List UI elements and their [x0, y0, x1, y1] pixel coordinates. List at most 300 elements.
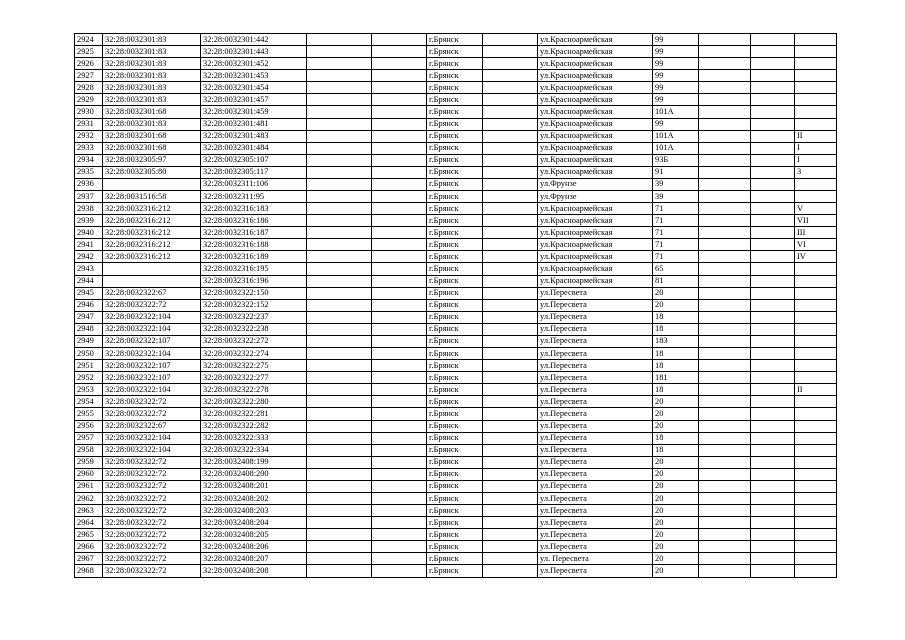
cell-blank-col-7 — [483, 360, 538, 372]
cell-blank-col-7 — [483, 46, 538, 58]
cell-object-cadastral-number: 32:28:0032311:106 — [201, 178, 307, 190]
cell-blank-col-4 — [307, 154, 372, 166]
cell-object-cadastral-number: 32:28:0032322:281 — [201, 408, 307, 420]
cell-row-number: 2953 — [75, 384, 103, 396]
cell-row-number: 2936 — [75, 178, 103, 190]
cell-row-number: 2947 — [75, 311, 103, 323]
table-row — [75, 420, 837, 432]
cell-blank-col-4 — [307, 203, 372, 215]
cell-house-number: 18 — [653, 444, 699, 456]
table-row — [75, 311, 837, 323]
cell-blank-col-7 — [483, 287, 538, 299]
cell-blank-col-10 — [699, 178, 751, 190]
cell-blank-col-5 — [372, 311, 427, 323]
cell-blank-col-4 — [307, 239, 372, 251]
cell-object-cadastral-number: 32:28:0032316:186 — [201, 215, 307, 227]
cell-blank-col-11 — [751, 94, 795, 106]
cell-blank-col-5 — [372, 384, 427, 396]
cell-city: г.Брянск — [427, 191, 483, 203]
cell-city: г.Брянск — [427, 106, 483, 118]
cell-object-cadastral-number: 32:28:0032305:107 — [201, 154, 307, 166]
cell-blank-col-7 — [483, 251, 538, 263]
cell-street: ул.Пересвета — [538, 396, 653, 408]
cell-blank-col-4 — [307, 541, 372, 553]
cell-row-number: 2924 — [75, 34, 103, 46]
cell-blank-col-5 — [372, 191, 427, 203]
cell-parcel-cadastral-number: 32:28:0032322:72 — [103, 565, 201, 577]
cell-parcel-cadastral-number: 32:28:0032322:72 — [103, 480, 201, 492]
cell-premises-number: IV — [795, 251, 837, 263]
table-row — [75, 396, 837, 408]
cell-parcel-cadastral-number: 32:28:0032322:107 — [103, 372, 201, 384]
cell-street: ул.Пересвета — [538, 299, 653, 311]
cell-blank-col-10 — [699, 94, 751, 106]
cell-blank-col-4 — [307, 360, 372, 372]
cell-object-cadastral-number: 32:28:0032301:442 — [201, 34, 307, 46]
cell-premises-number — [795, 263, 837, 275]
cell-house-number: 20 — [653, 468, 699, 480]
table-row — [75, 384, 837, 396]
cell-city: г.Брянск — [427, 420, 483, 432]
cell-blank-col-4 — [307, 178, 372, 190]
cell-blank-col-10 — [699, 505, 751, 517]
cell-house-number: 39 — [653, 178, 699, 190]
cell-parcel-cadastral-number: 32:28:0032301:83 — [103, 118, 201, 130]
cell-house-number: 20 — [653, 287, 699, 299]
cell-premises-number — [795, 106, 837, 118]
cell-blank-col-4 — [307, 456, 372, 468]
cell-blank-col-10 — [699, 323, 751, 335]
table-row — [75, 468, 837, 480]
cell-blank-col-10 — [699, 191, 751, 203]
table-body — [75, 34, 837, 578]
cell-house-number: 18 — [653, 311, 699, 323]
cell-object-cadastral-number: 32:28:0032322:152 — [201, 299, 307, 311]
cell-blank-col-5 — [372, 348, 427, 360]
cell-blank-col-4 — [307, 384, 372, 396]
cell-house-number: 71 — [653, 227, 699, 239]
cell-city: г.Брянск — [427, 444, 483, 456]
cell-blank-col-10 — [699, 432, 751, 444]
cell-blank-col-10 — [699, 263, 751, 275]
cell-blank-col-10 — [699, 492, 751, 504]
cell-blank-col-4 — [307, 191, 372, 203]
table-row — [75, 408, 837, 420]
cell-object-cadastral-number: 32:28:0032305:117 — [201, 166, 307, 178]
cell-blank-col-7 — [483, 480, 538, 492]
cell-object-cadastral-number: 32:28:0032316:195 — [201, 263, 307, 275]
cell-blank-col-7 — [483, 275, 538, 287]
cell-house-number: 20 — [653, 553, 699, 565]
cell-house-number: 71 — [653, 203, 699, 215]
cell-premises-number — [795, 94, 837, 106]
cell-object-cadastral-number: 32:28:0032322:333 — [201, 432, 307, 444]
cell-object-cadastral-number: 32:28:0032408:206 — [201, 541, 307, 553]
cell-parcel-cadastral-number: 32:28:0032322:72 — [103, 468, 201, 480]
cell-city: г.Брянск — [427, 372, 483, 384]
cell-house-number: 183 — [653, 335, 699, 347]
cell-blank-col-5 — [372, 58, 427, 70]
cell-blank-col-10 — [699, 468, 751, 480]
cell-parcel-cadastral-number: 32:28:0032316:212 — [103, 251, 201, 263]
cell-blank-col-4 — [307, 215, 372, 227]
cell-blank-col-7 — [483, 166, 538, 178]
cell-row-number: 2948 — [75, 323, 103, 335]
cell-house-number: 101А — [653, 142, 699, 154]
cell-object-cadastral-number: 32:28:0032408:201 — [201, 480, 307, 492]
cell-blank-col-7 — [483, 82, 538, 94]
cell-blank-col-10 — [699, 106, 751, 118]
cell-row-number: 2965 — [75, 529, 103, 541]
cell-premises-number — [795, 505, 837, 517]
cell-parcel-cadastral-number: 32:28:0032316:212 — [103, 203, 201, 215]
cell-blank-col-7 — [483, 191, 538, 203]
table-row — [75, 529, 837, 541]
cell-blank-col-7 — [483, 130, 538, 142]
cell-blank-col-5 — [372, 130, 427, 142]
cell-city: г.Брянск — [427, 239, 483, 251]
cell-blank-col-11 — [751, 335, 795, 347]
cell-blank-col-5 — [372, 517, 427, 529]
cell-street: ул.Пересвета — [538, 372, 653, 384]
cell-blank-col-11 — [751, 444, 795, 456]
table-row — [75, 154, 837, 166]
cell-premises-number — [795, 468, 837, 480]
cell-row-number: 2931 — [75, 118, 103, 130]
cell-city: г.Брянск — [427, 46, 483, 58]
cell-blank-col-7 — [483, 178, 538, 190]
cell-row-number: 2941 — [75, 239, 103, 251]
cell-blank-col-4 — [307, 275, 372, 287]
cell-row-number: 2958 — [75, 444, 103, 456]
cell-object-cadastral-number: 32:28:0032301:481 — [201, 118, 307, 130]
cell-house-number: 18 — [653, 323, 699, 335]
cell-city: г.Брянск — [427, 311, 483, 323]
cell-blank-col-5 — [372, 239, 427, 251]
cell-street: ул.Пересвета — [538, 408, 653, 420]
cell-city: г.Брянск — [427, 203, 483, 215]
cell-row-number: 2945 — [75, 287, 103, 299]
cell-blank-col-5 — [372, 215, 427, 227]
table-row — [75, 142, 837, 154]
cell-street: ул.Красноармейская — [538, 142, 653, 154]
cell-object-cadastral-number: 32:28:0032322:237 — [201, 311, 307, 323]
cell-blank-col-4 — [307, 505, 372, 517]
cell-parcel-cadastral-number: 32:28:0032322:72 — [103, 529, 201, 541]
cell-blank-col-10 — [699, 360, 751, 372]
cell-blank-col-5 — [372, 565, 427, 577]
cell-house-number: 81 — [653, 275, 699, 287]
cell-row-number: 2926 — [75, 58, 103, 70]
cell-row-number: 2925 — [75, 46, 103, 58]
cell-blank-col-4 — [307, 348, 372, 360]
table-row — [75, 227, 837, 239]
cell-premises-number: I — [795, 142, 837, 154]
cell-street: ул.Красноармейская — [538, 94, 653, 106]
cell-city: г.Брянск — [427, 529, 483, 541]
cell-house-number: 20 — [653, 420, 699, 432]
cell-blank-col-7 — [483, 70, 538, 82]
table-row — [75, 46, 837, 58]
cell-premises-number: VII — [795, 215, 837, 227]
cell-parcel-cadastral-number: 32:28:0032322:104 — [103, 432, 201, 444]
cell-blank-col-10 — [699, 34, 751, 46]
cell-parcel-cadastral-number: 32:28:0032301:83 — [103, 34, 201, 46]
cell-parcel-cadastral-number: 32:28:0032322:72 — [103, 408, 201, 420]
cell-premises-number — [795, 275, 837, 287]
cell-city: г.Брянск — [427, 275, 483, 287]
cell-parcel-cadastral-number: 32:28:0032322:72 — [103, 553, 201, 565]
cell-blank-col-10 — [699, 541, 751, 553]
cell-house-number: 93Б — [653, 154, 699, 166]
cell-house-number: 20 — [653, 408, 699, 420]
cell-street: ул.Пересвета — [538, 360, 653, 372]
cell-blank-col-11 — [751, 70, 795, 82]
cell-street: ул.Красноармейская — [538, 239, 653, 251]
cell-object-cadastral-number: 32:28:0032408:200 — [201, 468, 307, 480]
cell-blank-col-5 — [372, 444, 427, 456]
cell-parcel-cadastral-number: 32:28:0032305:80 — [103, 166, 201, 178]
cell-blank-col-10 — [699, 420, 751, 432]
cell-blank-col-10 — [699, 154, 751, 166]
cell-object-cadastral-number: 32:28:0032301:443 — [201, 46, 307, 58]
cell-blank-col-10 — [699, 396, 751, 408]
cell-city: г.Брянск — [427, 166, 483, 178]
cell-street: ул.Красноармейская — [538, 70, 653, 82]
cell-blank-col-7 — [483, 396, 538, 408]
cell-blank-col-7 — [483, 456, 538, 468]
cell-blank-col-4 — [307, 166, 372, 178]
cell-blank-col-4 — [307, 287, 372, 299]
cell-blank-col-7 — [483, 348, 538, 360]
cell-parcel-cadastral-number: 32:28:0032301:68 — [103, 130, 201, 142]
cell-street: ул.Пересвета — [538, 517, 653, 529]
cell-street: ул.Красноармейская — [538, 154, 653, 166]
cell-street: ул.Красноармейская — [538, 58, 653, 70]
cell-blank-col-11 — [751, 456, 795, 468]
table-row — [75, 215, 837, 227]
table-row — [75, 94, 837, 106]
cell-house-number: 71 — [653, 239, 699, 251]
cell-blank-col-7 — [483, 215, 538, 227]
cell-house-number: 20 — [653, 517, 699, 529]
cell-city: г.Брянск — [427, 335, 483, 347]
cell-premises-number — [795, 360, 837, 372]
cell-house-number: 20 — [653, 565, 699, 577]
cell-house-number: 20 — [653, 529, 699, 541]
cell-parcel-cadastral-number: 32:28:0032322:72 — [103, 396, 201, 408]
cell-blank-col-11 — [751, 215, 795, 227]
cell-blank-col-4 — [307, 420, 372, 432]
cell-city: г.Брянск — [427, 408, 483, 420]
cell-blank-col-11 — [751, 263, 795, 275]
cell-object-cadastral-number: 32:28:0032322:282 — [201, 420, 307, 432]
cell-row-number: 2959 — [75, 456, 103, 468]
cell-blank-col-5 — [372, 70, 427, 82]
cell-object-cadastral-number: 32:28:0032301:452 — [201, 58, 307, 70]
cell-street: ул.Фрунзе — [538, 178, 653, 190]
table-row — [75, 130, 837, 142]
cell-blank-col-11 — [751, 432, 795, 444]
cell-house-number: 20 — [653, 396, 699, 408]
cell-parcel-cadastral-number: 32:28:0032322:72 — [103, 517, 201, 529]
cell-blank-col-11 — [751, 541, 795, 553]
table-row — [75, 444, 837, 456]
cell-blank-col-10 — [699, 456, 751, 468]
cell-city: г.Брянск — [427, 82, 483, 94]
cell-blank-col-4 — [307, 130, 372, 142]
cell-blank-col-5 — [372, 541, 427, 553]
cell-blank-col-11 — [751, 372, 795, 384]
cell-blank-col-10 — [699, 444, 751, 456]
table-row — [75, 82, 837, 94]
cell-house-number: 101А — [653, 130, 699, 142]
cell-blank-col-10 — [699, 227, 751, 239]
cell-blank-col-5 — [372, 203, 427, 215]
cell-street: ул.Пересвета — [538, 444, 653, 456]
cell-blank-col-7 — [483, 468, 538, 480]
cell-city: г.Брянск — [427, 348, 483, 360]
cell-street: ул.Пересвета — [538, 505, 653, 517]
cell-blank-col-11 — [751, 384, 795, 396]
cell-blank-col-7 — [483, 34, 538, 46]
cell-parcel-cadastral-number: 32:28:0032322:72 — [103, 541, 201, 553]
cell-object-cadastral-number: 32:28:0032408:199 — [201, 456, 307, 468]
cell-blank-col-10 — [699, 348, 751, 360]
cell-city: г.Брянск — [427, 287, 483, 299]
cell-blank-col-10 — [699, 70, 751, 82]
cell-street: ул.Красноармейская — [538, 263, 653, 275]
cell-blank-col-11 — [751, 58, 795, 70]
cell-blank-col-7 — [483, 553, 538, 565]
cell-premises-number — [795, 335, 837, 347]
cell-city: г.Брянск — [427, 58, 483, 70]
cell-premises-number — [795, 480, 837, 492]
table-row — [75, 372, 837, 384]
cell-street: ул.Красноармейская — [538, 227, 653, 239]
cell-blank-col-11 — [751, 323, 795, 335]
table-row — [75, 505, 837, 517]
cell-blank-col-11 — [751, 203, 795, 215]
cell-blank-col-7 — [483, 420, 538, 432]
cell-blank-col-7 — [483, 239, 538, 251]
cell-object-cadastral-number: 32:28:0032322:277 — [201, 372, 307, 384]
cell-blank-col-4 — [307, 492, 372, 504]
cell-blank-col-4 — [307, 82, 372, 94]
cell-parcel-cadastral-number: 32:28:0032316:212 — [103, 215, 201, 227]
cell-blank-col-11 — [751, 480, 795, 492]
table-row — [75, 203, 837, 215]
cell-house-number: 65 — [653, 263, 699, 275]
table-row — [75, 106, 837, 118]
cell-row-number: 2943 — [75, 263, 103, 275]
cell-blank-col-10 — [699, 384, 751, 396]
cell-blank-col-7 — [483, 203, 538, 215]
cell-house-number: 99 — [653, 70, 699, 82]
cell-blank-col-4 — [307, 529, 372, 541]
cell-blank-col-5 — [372, 82, 427, 94]
cell-blank-col-7 — [483, 384, 538, 396]
cell-blank-col-5 — [372, 335, 427, 347]
cell-blank-col-11 — [751, 311, 795, 323]
cell-blank-col-11 — [751, 82, 795, 94]
cell-blank-col-11 — [751, 408, 795, 420]
cell-blank-col-4 — [307, 323, 372, 335]
cell-blank-col-7 — [483, 529, 538, 541]
cell-row-number: 2932 — [75, 130, 103, 142]
cell-house-number: 71 — [653, 215, 699, 227]
cell-city: г.Брянск — [427, 227, 483, 239]
cell-city: г.Брянск — [427, 215, 483, 227]
cell-object-cadastral-number: 32:28:0032408:204 — [201, 517, 307, 529]
cell-blank-col-5 — [372, 420, 427, 432]
cell-house-number: 18 — [653, 432, 699, 444]
cell-premises-number — [795, 517, 837, 529]
table-row — [75, 492, 837, 504]
table-row — [75, 553, 837, 565]
cell-blank-col-5 — [372, 34, 427, 46]
table-row — [75, 191, 837, 203]
cell-blank-col-10 — [699, 480, 751, 492]
table-row — [75, 299, 837, 311]
cell-row-number: 2938 — [75, 203, 103, 215]
cell-city: г.Брянск — [427, 323, 483, 335]
cell-city: г.Брянск — [427, 130, 483, 142]
cell-blank-col-7 — [483, 227, 538, 239]
cell-city: г.Брянск — [427, 517, 483, 529]
cell-blank-col-5 — [372, 166, 427, 178]
cell-street: ул.Пересвета — [538, 323, 653, 335]
cell-premises-number — [795, 118, 837, 130]
cell-blank-col-11 — [751, 275, 795, 287]
cell-blank-col-11 — [751, 299, 795, 311]
table-row — [75, 432, 837, 444]
cell-house-number: 20 — [653, 456, 699, 468]
cell-blank-col-7 — [483, 263, 538, 275]
cell-premises-number — [795, 299, 837, 311]
cell-blank-col-5 — [372, 46, 427, 58]
cell-street: ул.Красноармейская — [538, 215, 653, 227]
cell-parcel-cadastral-number: 32:28:0032305:97 — [103, 154, 201, 166]
cell-row-number: 2949 — [75, 335, 103, 347]
cell-blank-col-7 — [483, 142, 538, 154]
table-row — [75, 541, 837, 553]
cell-city: г.Брянск — [427, 360, 483, 372]
cell-object-cadastral-number: 32:28:0032316:183 — [201, 203, 307, 215]
cell-row-number: 2962 — [75, 492, 103, 504]
cell-blank-col-5 — [372, 432, 427, 444]
cell-street: ул.Пересвета — [538, 468, 653, 480]
cell-parcel-cadastral-number: 32:28:0032316:212 — [103, 227, 201, 239]
cell-blank-col-10 — [699, 372, 751, 384]
cell-blank-col-4 — [307, 565, 372, 577]
cell-street: ул.Пересвета — [538, 311, 653, 323]
cell-blank-col-11 — [751, 492, 795, 504]
cell-house-number: 20 — [653, 541, 699, 553]
table-row — [75, 70, 837, 82]
cell-street: ул.Красноармейская — [538, 82, 653, 94]
cell-premises-number — [795, 323, 837, 335]
cell-street: ул.Пересвета — [538, 492, 653, 504]
cell-city: г.Брянск — [427, 456, 483, 468]
cell-parcel-cadastral-number: 32:28:0032301:83 — [103, 58, 201, 70]
cell-parcel-cadastral-number: 32:28:0032322:67 — [103, 420, 201, 432]
cell-city: г.Брянск — [427, 468, 483, 480]
table-row — [75, 118, 837, 130]
cell-house-number: 99 — [653, 34, 699, 46]
cell-city: г.Брянск — [427, 178, 483, 190]
cell-house-number: 71 — [653, 251, 699, 263]
